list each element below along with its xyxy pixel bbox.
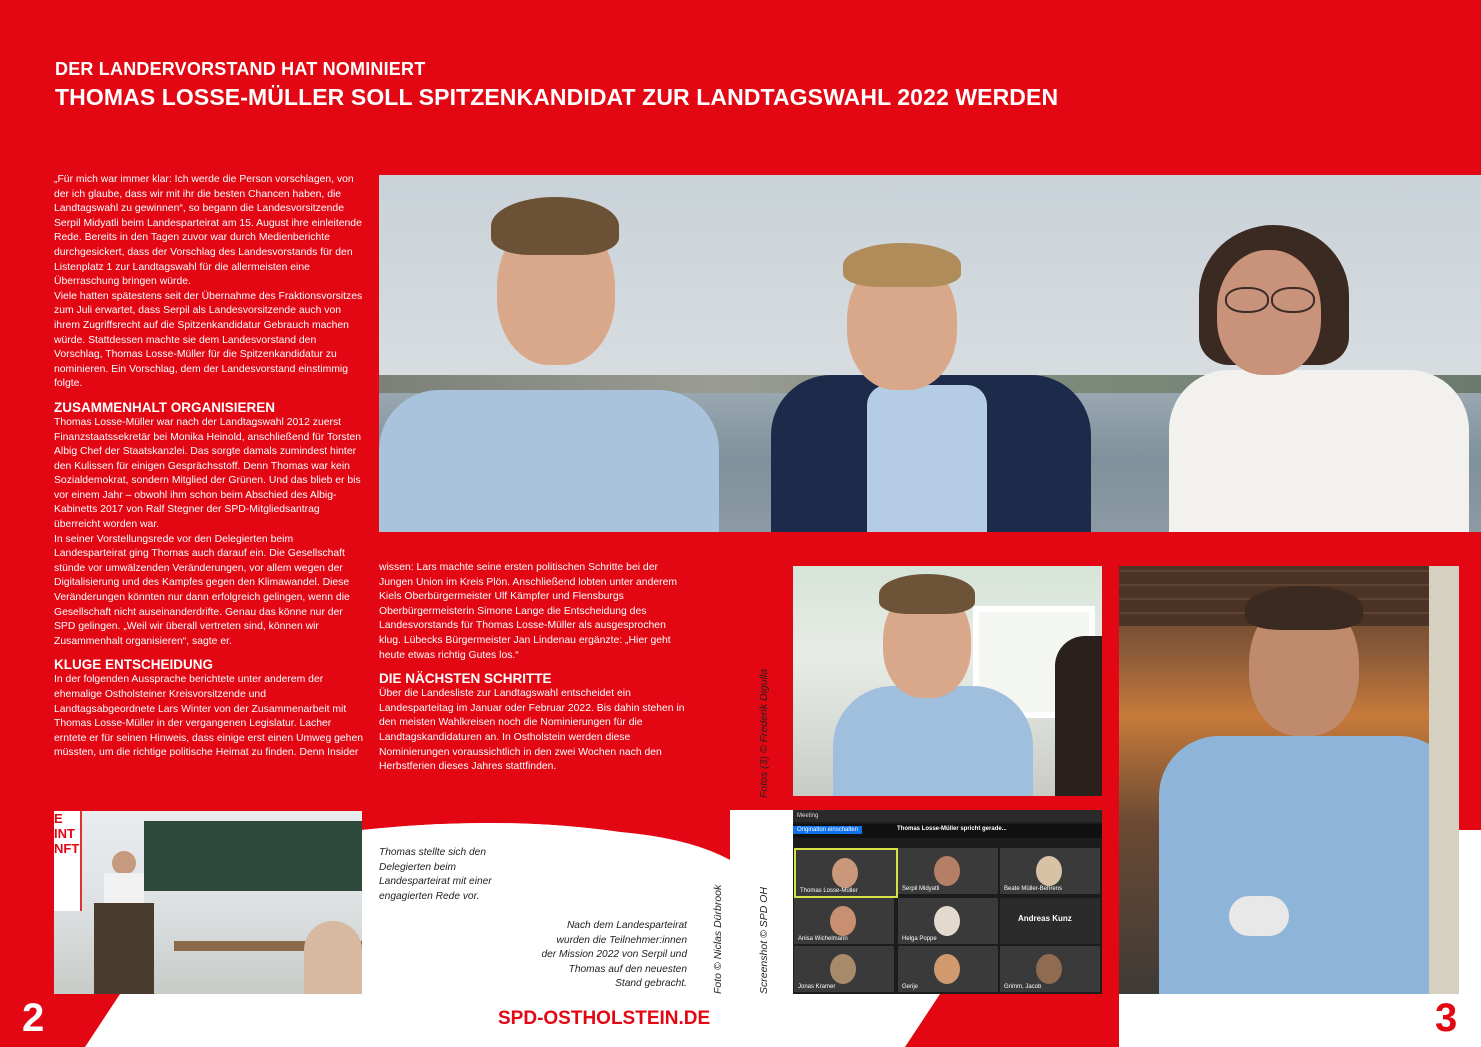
hair — [879, 574, 975, 614]
original-sound-button[interactable]: Originalton einschalten — [793, 826, 862, 834]
participant-tile[interactable] — [794, 946, 894, 992]
paragraph: „Für mich war immer klar: Ich werde die Person vorschlagen, von der ich glaube, dass wir mit ihr die besten Chancen haben, die Landtagswahl zu gewinnen“, so begann die Landesvorsitzende Serpil Midyatli beim Landesparteirat am 15. August ihre einleitende Rede. Bereits in den Tagen zuvor war durch Medienberichte durchgesickert, dass der Vorschlag des Landesvorstands für den Listenplatz 1 zur Landtagswahl für die allermeisten eine Überraschung bringen würde. — [54, 174, 362, 288]
person-1-shirt — [379, 390, 719, 532]
subheading: KLUGE ENTSCHEIDUNG — [54, 657, 214, 673]
participant-name: Grimm, Jacob — [1004, 984, 1042, 990]
photo-portrait — [1119, 566, 1459, 994]
hair — [1245, 586, 1363, 630]
photo-credit-fotos: Fotos (3) © Frederik Digulla — [758, 668, 770, 798]
participant-name: Helga Poppe — [902, 936, 937, 942]
meeting-toolbar — [793, 824, 1102, 838]
subheading: DIE NÄCHSTEN SCHRITTE — [379, 671, 552, 687]
person-2-hair — [843, 243, 961, 287]
glasses-right-icon — [1271, 287, 1315, 313]
photo-laughing — [793, 566, 1102, 796]
participant-tile[interactable] — [794, 848, 898, 898]
website-link[interactable]: SPD-OSTHOLSTEIN.DE — [498, 1008, 711, 1029]
person-1-hair — [491, 197, 619, 255]
photo-credit-foto: Foto © Niclas Dürbrook — [712, 884, 724, 994]
article-column-right — [379, 561, 689, 775]
person-3-top — [1169, 370, 1469, 532]
chalkboard — [144, 821, 362, 891]
person-3-head — [1217, 250, 1321, 375]
speaking-indicator: Thomas Losse-Müller spricht gerade... — [897, 826, 1007, 832]
paragraph: Thomas Losse-Müller war nach der Landtagswahl 2012 zuerst Finanzstaatssekretär bei Monika Heinold, anschließend für Torsten Albig Chef der Staatskanzlei. Das sorgte damals zumindest hinter den Kulissen für einigen Gesprächsstoff. Denn Thomas war kein Sozialdemokrat, sondern Mitglied der Grünen. Und das blieb er bis vor einem Jahr – obwohl ihm schon beim Abschied des Albig-Kabinetts 2017 von Ralf Stegner der SPD-Mitgliedsantrag überreicht worden war. — [54, 416, 362, 531]
participant-tile[interactable] — [1000, 848, 1100, 894]
page-number-left: 2 — [22, 996, 45, 1040]
person-edge — [1055, 636, 1102, 796]
photo-credit-screenshot: Screenshot © SPD OH — [758, 887, 770, 994]
banner — [54, 811, 82, 911]
participant-tile[interactable] — [1000, 946, 1100, 992]
shirt — [1159, 736, 1459, 994]
paragraph: In seiner Vorstellungsrede vor den Delegierten beim Landesparteirat ging Thomas auch darauf ein. Die Gesellschaft stünde vor umwälzenden Veränderungen, vor allem wegen der Digitalisierung und des Kampfes gegen den Klimawandel. Diese Veränderungen könnten nur dann erfolgreich gelingen, wenn die Gesellschaft nicht auseinanderdrifte. Genau das könne nur der SPD gelingen. „Weil wir überall vertreten sind, können wir Zusammenhalt organisieren“, sagte er. — [54, 533, 350, 647]
subheading: ZUSAMMENHALT ORGANISIEREN — [54, 399, 275, 415]
caption-meeting: Nach dem Landesparteirat wurden die Teilnehmer:innen der Mission 2022 von Serpil und Thomas auf den neuesten Stand gebracht. — [541, 920, 687, 989]
participant-tile[interactable] — [898, 848, 998, 894]
audience-member — [304, 921, 362, 994]
page-number-right: 3 — [1435, 996, 1458, 1040]
face-mask — [1229, 896, 1289, 936]
participant-tile[interactable] — [1000, 898, 1100, 944]
hero-photo — [379, 175, 1481, 532]
participant-name: Serpil Midyatli — [902, 886, 940, 892]
meeting-titlebar: Meeting — [793, 810, 1102, 822]
participant-name: Anisa Wichelmann — [798, 936, 848, 942]
participant-tile[interactable] — [898, 946, 998, 992]
banner-line: INT — [54, 826, 75, 841]
lectern — [94, 903, 154, 994]
participant-name: Beate Müller-Behrens — [1004, 886, 1063, 892]
paragraph: Über die Landesliste zur Landtagswahl entscheidet ein Landesparteitag im Januar oder Februar 2022. Bis dahin stehen in den meisten Wahlkreisen noch die Nominierungen für die Landtagskandidaturen an. In Ostholstein werden diese Nominierungen voraussichtlich in den zwei Wochen nach den Herbstferien dieses Jahres stattfinden. — [379, 688, 685, 773]
glasses-left-icon — [1225, 287, 1269, 313]
person-2-shirt — [867, 385, 987, 532]
paragraph: In der folgenden Aussprache berichtete unter anderem der ehemalige Ostholsteiner Kreisvorsitzende und Landtagsabgeordnete Lars Winter von der Zusammenarbeit mit Thomas Losse-Müller in der vergangenen Legislatur. Lacher erntete er für seinen Hinweis, dass einige erst einen Umweg gehen müssten, um die richtige politische Heimat zu finden. Denn Insider — [54, 674, 364, 759]
speaker-head — [112, 851, 136, 875]
participant-name: Thomas Losse-Müller — [800, 888, 858, 894]
doorframe — [1429, 566, 1459, 994]
caption-speech: Thomas stellte sich den Delegierten beim Landesparteirat mit einer engagierten Rede vor. — [379, 847, 492, 902]
photo-conference — [54, 811, 362, 994]
participant-name: Gerije — [902, 984, 919, 990]
participant-tile[interactable] — [898, 898, 998, 944]
paragraph: wissen: Lars machte seine ersten politischen Schritte bei der Jungen Union im Kreis Plön. Anschließend lobten unter anderem Kiels Oberbürgermeister Ulf Kämpfer und Flensburgs Oberbürgermeisterin Simone Lange die Entscheidung des Landesvorstands für Thomas Losse-Müller als ausgesprochen klug. Lübecks Bürgermeister Jan Lindenau ergänzte: „Hier geht heute etwas richtig Gutes los.“ — [379, 562, 678, 661]
paragraph: Viele hatten spätestens seit der Übernahme des Fraktionsvorsitzes zum Juli erwartet, dass Serpil als Landesvorsitzende auch von ihrem Zugriffsrecht auf die Spitzenkandidatur Gebrauch machen würde. Stattdessen machte sie dem Landesvorstand den Vorschlag, Thomas Losse-Müller für die Spitzenkandidatur zu nominieren. Ein Vorschlag, dem der Landesvorstand einstimmig folgte. — [54, 290, 363, 390]
headline: THOMAS LOSSE-MÜLLER SOLL SPITZENKANDIDAT ZUR LANDTAGSWAHL 2022 WERDEN — [55, 84, 1059, 110]
banner-line: NFT — [54, 841, 80, 856]
banner-line: E — [54, 811, 63, 826]
participant-name: Jonas Kramer — [798, 984, 836, 990]
participant-name-large: Andreas Kunz — [1018, 914, 1072, 923]
article-column-left — [54, 173, 366, 761]
participant-tile[interactable] — [794, 898, 894, 944]
video-meeting-screenshot — [793, 810, 1102, 994]
shirt — [833, 686, 1033, 796]
kicker: DER LANDERVORSTAND HAT NOMINIERT — [55, 59, 426, 79]
